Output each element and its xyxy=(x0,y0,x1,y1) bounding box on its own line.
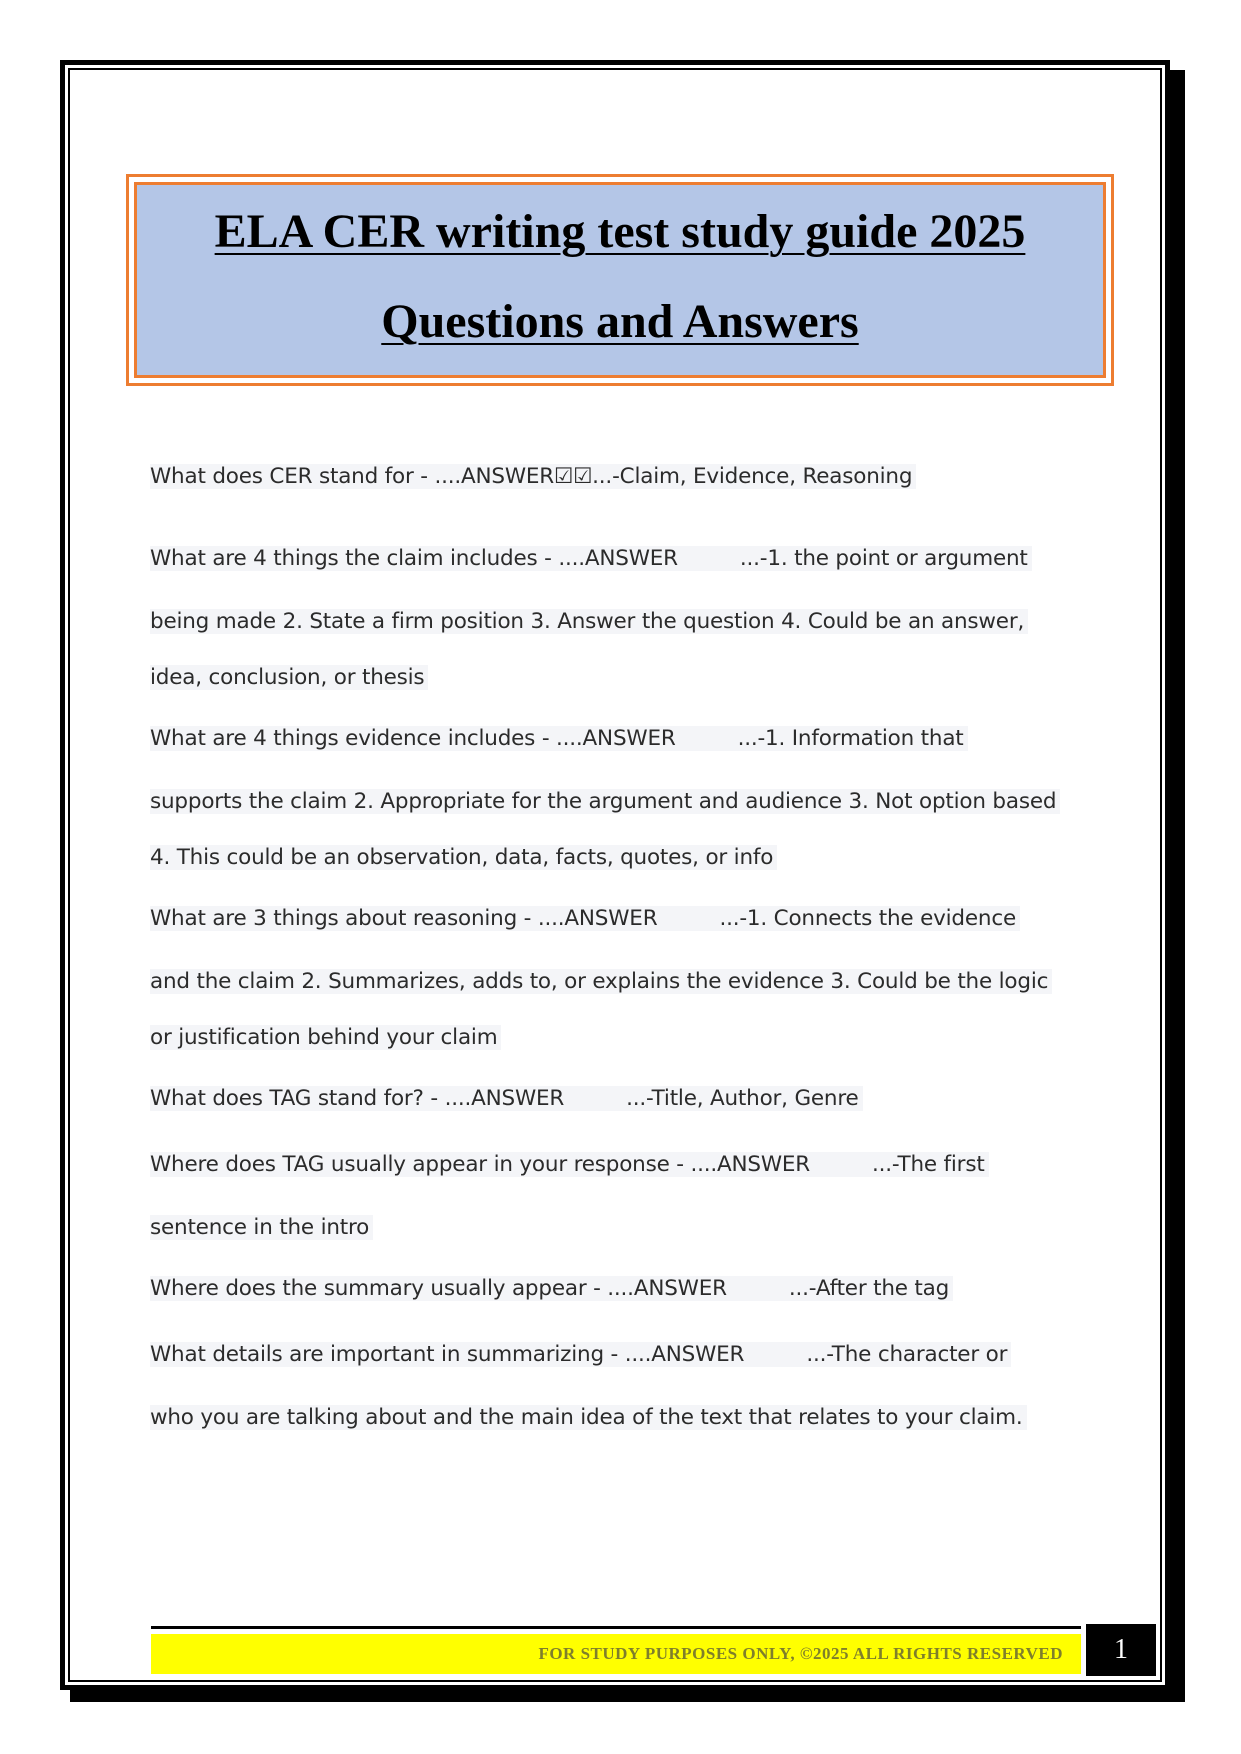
answer-continuation: who you are talking about and the main idea of the text that relates to your claim. xyxy=(150,1405,1027,1430)
answer-text: ...-1. Information that xyxy=(737,726,964,751)
qa-line xyxy=(150,661,428,695)
qa-line xyxy=(150,1338,1011,1372)
question-text: Where does the summary usually appear - ....ANSWER xyxy=(150,1276,727,1301)
qa-line xyxy=(150,841,777,875)
footer-bar xyxy=(151,1634,1081,1674)
question-text: What does CER stand for - ....ANSWER☑☑...-Claim, Evidence, Reasoning xyxy=(150,464,916,489)
answer-text: ...-After the tag xyxy=(788,1276,950,1301)
answer-text: ...-Title, Author, Genre xyxy=(626,1086,859,1111)
qa-line xyxy=(150,1272,953,1306)
question-text: What are 4 things the claim includes - ....ANSWER xyxy=(150,546,678,571)
answer-continuation: sentence in the intro xyxy=(150,1215,373,1240)
answer-text: ...-The first xyxy=(872,1152,985,1177)
qa-line xyxy=(150,965,1052,999)
document-title-line-1: ELA CER writing test study guide 2025 xyxy=(214,205,1026,258)
qa-line xyxy=(150,605,1028,639)
answer-text: ...-1. the point or argument xyxy=(739,546,1028,571)
page-number-box xyxy=(1086,1624,1156,1676)
answer-continuation: 4. This could be an observation, data, facts, quotes, or info xyxy=(150,845,777,870)
page-number: 1 xyxy=(1114,1634,1128,1665)
question-text: What details are important in summarizing - ....ANSWER xyxy=(150,1342,745,1367)
qa-line xyxy=(150,902,1020,936)
question-text: What does TAG stand for? - ....ANSWER xyxy=(150,1086,565,1111)
answer-continuation: idea, conclusion, or thesis xyxy=(150,665,428,690)
qa-line xyxy=(150,1401,1027,1435)
answer-continuation: and the claim 2. Summarizes, adds to, or explains the evidence 3. Could be the logic xyxy=(150,969,1052,994)
question-text: Where does TAG usually appear in your response - ....ANSWER xyxy=(150,1152,811,1177)
footer-rule xyxy=(151,1626,1081,1629)
question-text: What are 3 things about reasoning - ....ANSWER xyxy=(150,906,658,931)
answer-continuation: or justification behind your claim xyxy=(150,1025,501,1050)
qa-line xyxy=(150,785,1060,819)
qa-line xyxy=(150,1082,863,1116)
answer-text: ...-The character or xyxy=(806,1342,1008,1367)
qa-line xyxy=(150,542,1032,576)
title-box xyxy=(126,174,1114,386)
qa-line xyxy=(150,1021,501,1055)
document-title-line-2: Questions and Answers xyxy=(381,295,859,348)
qa-line xyxy=(150,1148,989,1182)
answer-continuation: supports the claim 2. Appropriate for the argument and audience 3. Not option based xyxy=(150,789,1060,814)
title-box-inner xyxy=(134,182,1106,378)
answer-continuation: being made 2. State a firm position 3. Answer the question 4. Could be an answer, xyxy=(150,609,1028,634)
qa-line xyxy=(150,1211,373,1245)
question-text: What are 4 things evidence includes - ....ANSWER xyxy=(150,726,676,751)
qa-line xyxy=(150,722,968,756)
answer-text: ...-1. Connects the evidence xyxy=(719,906,1016,931)
qa-line xyxy=(150,460,916,494)
footer-copyright: FOR STUDY PURPOSES ONLY, ©2025 ALL RIGHTS RESERVED xyxy=(538,1644,1063,1663)
